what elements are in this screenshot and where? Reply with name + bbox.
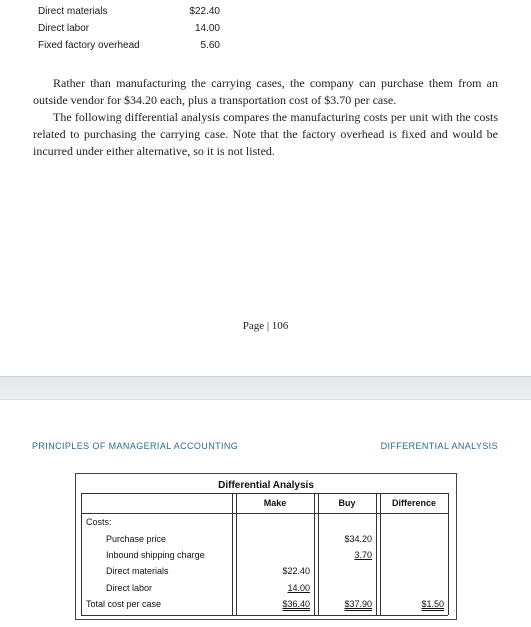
buy-value: 3.70 — [354, 550, 372, 560]
buy-value: $34.20 — [344, 534, 372, 544]
table-rule — [81, 615, 448, 616]
total-buy-value: $37.90 — [344, 599, 372, 609]
cost-row-direct-labor — [38, 23, 228, 40]
row-label-total: Total cost per case — [86, 599, 162, 609]
page-separator — [0, 376, 531, 400]
table-rule — [236, 493, 237, 615]
page-number: Page | 106 — [242, 320, 289, 332]
table-title: Differential Analysis — [218, 480, 314, 491]
body-text — [33, 75, 498, 160]
table-rule — [448, 493, 449, 615]
cost-label: Direct labor — [38, 23, 90, 34]
column-header-buy: Buy — [338, 498, 356, 508]
table-rule — [376, 493, 377, 615]
unit-cost-list — [38, 6, 228, 57]
cost-value: 5.60 — [200, 40, 220, 51]
cost-value: $22.40 — [189, 6, 220, 17]
table-rule — [232, 493, 233, 615]
running-head-left: PRINCIPLES OF MANAGERIAL ACCOUNTING — [32, 441, 239, 451]
cost-label: Fixed factory overhead — [38, 40, 140, 51]
make-value: 14.00 — [287, 583, 310, 593]
table-rule — [380, 493, 381, 615]
total-difference-value: $1.50 — [421, 599, 444, 609]
running-head-right: DIFFERENTIAL ANALYSIS — [380, 441, 498, 451]
table-rule — [81, 493, 448, 494]
cost-value: 14.00 — [194, 23, 220, 34]
cost-row-fixed-overhead — [38, 40, 228, 57]
table-rule — [314, 493, 315, 615]
paragraph: The following differential analysis compares the manufacturing costs per unit with the costs related to purchasing the carrying case. Note that the factory overhead is fixed and would be incurred under either alternative, so it is not listed. — [33, 110, 498, 158]
table-rule — [81, 493, 82, 615]
column-header-difference: Difference — [391, 498, 436, 508]
cost-label: Direct materials — [38, 6, 108, 17]
make-value: $22.40 — [282, 566, 310, 576]
cost-row-direct-materials — [38, 6, 228, 23]
row-label-purchase-price: Purchase price — [106, 534, 167, 544]
table-rule — [81, 513, 448, 514]
row-label-direct-materials: Direct materials — [106, 566, 169, 576]
column-header-make: Make — [263, 498, 287, 508]
total-make-value: $36.40 — [282, 599, 310, 609]
differential-analysis-table — [75, 473, 457, 620]
row-label-shipping: Inbound shipping charge — [106, 550, 205, 560]
row-label-direct-labor: Direct labor — [106, 583, 153, 593]
section-label-costs: Costs: — [86, 517, 112, 527]
paragraph: Rather than manufacturing the carrying cases, the company can purchase them from an outside vendor for $34.20 each, plus a transportation cost of $3.70 per case. — [33, 76, 498, 107]
